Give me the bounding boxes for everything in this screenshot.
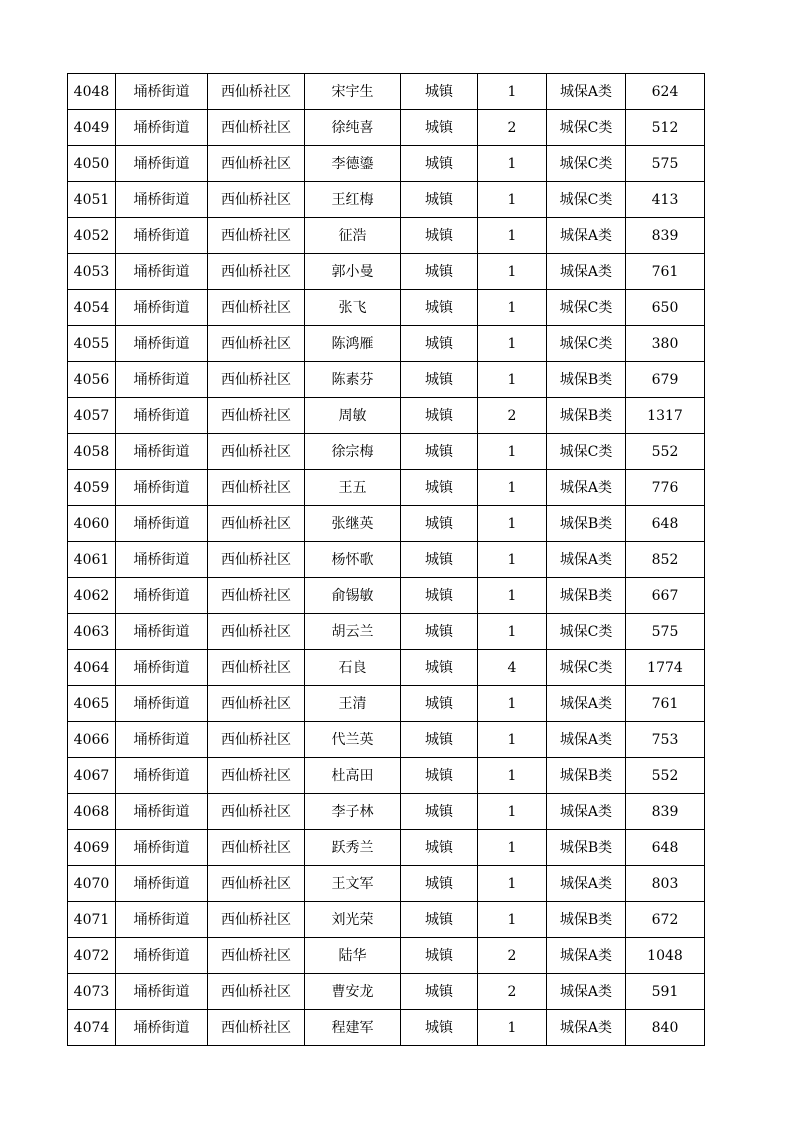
- cell-community: 西仙桥社区: [208, 254, 305, 290]
- cell-community: 西仙桥社区: [208, 398, 305, 434]
- cell-street: 埇桥街道: [116, 902, 208, 938]
- cell-community: 西仙桥社区: [208, 74, 305, 110]
- cell-household-count: 1: [478, 74, 547, 110]
- cell-amount: 380: [626, 326, 705, 362]
- cell-community: 西仙桥社区: [208, 1010, 305, 1046]
- cell-amount: 648: [626, 830, 705, 866]
- cell-street: 埇桥街道: [116, 254, 208, 290]
- cell-category: 城保B类: [547, 758, 626, 794]
- cell-area-type: 城镇: [401, 650, 478, 686]
- cell-category: 城保A类: [547, 866, 626, 902]
- table-row: [68, 902, 705, 938]
- cell-name: 代兰英: [305, 722, 401, 758]
- cell-household-count: 1: [478, 866, 547, 902]
- cell-street: 埇桥街道: [116, 650, 208, 686]
- cell-area-type: 城镇: [401, 578, 478, 614]
- cell-community: 西仙桥社区: [208, 434, 305, 470]
- cell-amount: 776: [626, 470, 705, 506]
- table-row: [68, 1010, 705, 1046]
- cell-community: 西仙桥社区: [208, 506, 305, 542]
- table-row: [68, 686, 705, 722]
- cell-name: 张飞: [305, 290, 401, 326]
- cell-record-id: 4058: [68, 434, 116, 470]
- cell-street: 埇桥街道: [116, 974, 208, 1010]
- cell-area-type: 城镇: [401, 326, 478, 362]
- cell-street: 埇桥街道: [116, 146, 208, 182]
- cell-name: 程建军: [305, 1010, 401, 1046]
- roster-table: [67, 73, 705, 1046]
- cell-category: 城保A类: [547, 542, 626, 578]
- table-row: [68, 722, 705, 758]
- cell-household-count: 1: [478, 290, 547, 326]
- table-row: [68, 434, 705, 470]
- table-row: [68, 758, 705, 794]
- table-row: [68, 398, 705, 434]
- cell-record-id: 4054: [68, 290, 116, 326]
- cell-area-type: 城镇: [401, 902, 478, 938]
- cell-record-id: 4073: [68, 974, 116, 1010]
- cell-amount: 803: [626, 866, 705, 902]
- cell-area-type: 城镇: [401, 938, 478, 974]
- cell-record-id: 4064: [68, 650, 116, 686]
- cell-amount: 512: [626, 110, 705, 146]
- cell-area-type: 城镇: [401, 830, 478, 866]
- cell-street: 埇桥街道: [116, 938, 208, 974]
- cell-category: 城保C类: [547, 434, 626, 470]
- cell-amount: 413: [626, 182, 705, 218]
- cell-amount: 575: [626, 146, 705, 182]
- cell-category: 城保C类: [547, 326, 626, 362]
- cell-record-id: 4051: [68, 182, 116, 218]
- cell-record-id: 4074: [68, 1010, 116, 1046]
- cell-record-id: 4067: [68, 758, 116, 794]
- cell-area-type: 城镇: [401, 398, 478, 434]
- table-row: [68, 182, 705, 218]
- cell-community: 西仙桥社区: [208, 830, 305, 866]
- cell-household-count: 2: [478, 110, 547, 146]
- cell-name: 张继英: [305, 506, 401, 542]
- cell-community: 西仙桥社区: [208, 614, 305, 650]
- cell-category: 城保C类: [547, 614, 626, 650]
- cell-record-id: 4068: [68, 794, 116, 830]
- cell-amount: 679: [626, 362, 705, 398]
- cell-street: 埇桥街道: [116, 362, 208, 398]
- cell-amount: 839: [626, 794, 705, 830]
- cell-area-type: 城镇: [401, 758, 478, 794]
- cell-record-id: 4071: [68, 902, 116, 938]
- cell-record-id: 4055: [68, 326, 116, 362]
- cell-area-type: 城镇: [401, 290, 478, 326]
- cell-area-type: 城镇: [401, 1010, 478, 1046]
- cell-category: 城保B类: [547, 830, 626, 866]
- cell-street: 埇桥街道: [116, 434, 208, 470]
- cell-category: 城保A类: [547, 794, 626, 830]
- cell-community: 西仙桥社区: [208, 146, 305, 182]
- cell-household-count: 1: [478, 470, 547, 506]
- cell-household-count: 1: [478, 902, 547, 938]
- table-row: [68, 974, 705, 1010]
- cell-area-type: 城镇: [401, 182, 478, 218]
- cell-community: 西仙桥社区: [208, 218, 305, 254]
- cell-record-id: 4049: [68, 110, 116, 146]
- cell-name: 王清: [305, 686, 401, 722]
- cell-community: 西仙桥社区: [208, 326, 305, 362]
- cell-household-count: 1: [478, 218, 547, 254]
- cell-amount: 1048: [626, 938, 705, 974]
- table-row: [68, 650, 705, 686]
- cell-community: 西仙桥社区: [208, 470, 305, 506]
- cell-name: 周敏: [305, 398, 401, 434]
- cell-category: 城保A类: [547, 74, 626, 110]
- cell-street: 埇桥街道: [116, 722, 208, 758]
- cell-area-type: 城镇: [401, 866, 478, 902]
- table-row: [68, 866, 705, 902]
- cell-street: 埇桥街道: [116, 74, 208, 110]
- cell-record-id: 4053: [68, 254, 116, 290]
- cell-amount: 1774: [626, 650, 705, 686]
- cell-record-id: 4063: [68, 614, 116, 650]
- cell-household-count: 1: [478, 542, 547, 578]
- cell-area-type: 城镇: [401, 146, 478, 182]
- cell-area-type: 城镇: [401, 74, 478, 110]
- cell-amount: 672: [626, 902, 705, 938]
- cell-community: 西仙桥社区: [208, 650, 305, 686]
- cell-name: 郭小曼: [305, 254, 401, 290]
- cell-household-count: 1: [478, 434, 547, 470]
- cell-household-count: 2: [478, 398, 547, 434]
- cell-street: 埇桥街道: [116, 182, 208, 218]
- cell-category: 城保A类: [547, 974, 626, 1010]
- table-row: [68, 146, 705, 182]
- cell-street: 埇桥街道: [116, 290, 208, 326]
- cell-amount: 624: [626, 74, 705, 110]
- cell-name: 王五: [305, 470, 401, 506]
- table-row: [68, 614, 705, 650]
- cell-record-id: 4060: [68, 506, 116, 542]
- cell-household-count: 1: [478, 830, 547, 866]
- cell-name: 杨怀歌: [305, 542, 401, 578]
- cell-household-count: 1: [478, 794, 547, 830]
- cell-street: 埇桥街道: [116, 470, 208, 506]
- cell-area-type: 城镇: [401, 974, 478, 1010]
- cell-household-count: 2: [478, 938, 547, 974]
- table-row: [68, 326, 705, 362]
- cell-street: 埇桥街道: [116, 326, 208, 362]
- cell-amount: 852: [626, 542, 705, 578]
- cell-name: 胡云兰: [305, 614, 401, 650]
- cell-area-type: 城镇: [401, 722, 478, 758]
- cell-record-id: 4061: [68, 542, 116, 578]
- cell-category: 城保C类: [547, 650, 626, 686]
- cell-name: 曹安龙: [305, 974, 401, 1010]
- cell-record-id: 4052: [68, 218, 116, 254]
- cell-name: 俞锡敏: [305, 578, 401, 614]
- cell-community: 西仙桥社区: [208, 794, 305, 830]
- table-row: [68, 938, 705, 974]
- cell-area-type: 城镇: [401, 470, 478, 506]
- cell-record-id: 4065: [68, 686, 116, 722]
- cell-household-count: 1: [478, 146, 547, 182]
- cell-name: 陈素芬: [305, 362, 401, 398]
- cell-amount: 840: [626, 1010, 705, 1046]
- cell-amount: 1317: [626, 398, 705, 434]
- cell-amount: 552: [626, 434, 705, 470]
- cell-household-count: 1: [478, 326, 547, 362]
- cell-name: 徐纯喜: [305, 110, 401, 146]
- cell-category: 城保A类: [547, 254, 626, 290]
- cell-household-count: 4: [478, 650, 547, 686]
- cell-category: 城保B类: [547, 506, 626, 542]
- cell-record-id: 4062: [68, 578, 116, 614]
- table-row: [68, 362, 705, 398]
- cell-amount: 575: [626, 614, 705, 650]
- cell-community: 西仙桥社区: [208, 290, 305, 326]
- cell-name: 陈鸿雁: [305, 326, 401, 362]
- cell-category: 城保B类: [547, 398, 626, 434]
- cell-community: 西仙桥社区: [208, 902, 305, 938]
- cell-amount: 839: [626, 218, 705, 254]
- cell-category: 城保A类: [547, 686, 626, 722]
- cell-amount: 753: [626, 722, 705, 758]
- cell-community: 西仙桥社区: [208, 938, 305, 974]
- table-row: [68, 254, 705, 290]
- table-row: [68, 470, 705, 506]
- cell-amount: 650: [626, 290, 705, 326]
- cell-community: 西仙桥社区: [208, 866, 305, 902]
- cell-household-count: 1: [478, 722, 547, 758]
- table-row: [68, 542, 705, 578]
- cell-record-id: 4048: [68, 74, 116, 110]
- cell-area-type: 城镇: [401, 614, 478, 650]
- cell-category: 城保C类: [547, 110, 626, 146]
- cell-record-id: 4069: [68, 830, 116, 866]
- cell-community: 西仙桥社区: [208, 578, 305, 614]
- cell-category: 城保A类: [547, 218, 626, 254]
- cell-street: 埇桥街道: [116, 866, 208, 902]
- cell-name: 陆华: [305, 938, 401, 974]
- cell-street: 埇桥街道: [116, 1010, 208, 1046]
- roster-table-body: [68, 74, 705, 1046]
- cell-name: 刘光荣: [305, 902, 401, 938]
- cell-community: 西仙桥社区: [208, 722, 305, 758]
- table-row: [68, 794, 705, 830]
- cell-name: 王红梅: [305, 182, 401, 218]
- cell-record-id: 4072: [68, 938, 116, 974]
- cell-record-id: 4066: [68, 722, 116, 758]
- cell-street: 埇桥街道: [116, 686, 208, 722]
- cell-category: 城保A类: [547, 938, 626, 974]
- cell-category: 城保C类: [547, 290, 626, 326]
- cell-category: 城保C类: [547, 182, 626, 218]
- cell-area-type: 城镇: [401, 506, 478, 542]
- table-row: [68, 578, 705, 614]
- cell-record-id: 4057: [68, 398, 116, 434]
- cell-community: 西仙桥社区: [208, 542, 305, 578]
- cell-area-type: 城镇: [401, 110, 478, 146]
- cell-household-count: 1: [478, 758, 547, 794]
- cell-record-id: 4050: [68, 146, 116, 182]
- cell-household-count: 1: [478, 362, 547, 398]
- cell-amount: 552: [626, 758, 705, 794]
- cell-area-type: 城镇: [401, 794, 478, 830]
- cell-record-id: 4056: [68, 362, 116, 398]
- cell-area-type: 城镇: [401, 434, 478, 470]
- cell-household-count: 1: [478, 254, 547, 290]
- table-row: [68, 830, 705, 866]
- cell-name: 跃秀兰: [305, 830, 401, 866]
- cell-household-count: 2: [478, 974, 547, 1010]
- cell-category: 城保C类: [547, 146, 626, 182]
- cell-street: 埇桥街道: [116, 110, 208, 146]
- cell-amount: 591: [626, 974, 705, 1010]
- cell-name: 徐宗梅: [305, 434, 401, 470]
- cell-community: 西仙桥社区: [208, 362, 305, 398]
- cell-name: 宋宇生: [305, 74, 401, 110]
- cell-name: 王文军: [305, 866, 401, 902]
- cell-street: 埇桥街道: [116, 830, 208, 866]
- cell-category: 城保B类: [547, 902, 626, 938]
- cell-category: 城保B类: [547, 578, 626, 614]
- cell-category: 城保A类: [547, 470, 626, 506]
- cell-street: 埇桥街道: [116, 542, 208, 578]
- cell-category: 城保B类: [547, 362, 626, 398]
- cell-street: 埇桥街道: [116, 506, 208, 542]
- cell-category: 城保A类: [547, 722, 626, 758]
- cell-area-type: 城镇: [401, 362, 478, 398]
- cell-area-type: 城镇: [401, 686, 478, 722]
- cell-name: 石良: [305, 650, 401, 686]
- cell-street: 埇桥街道: [116, 758, 208, 794]
- cell-household-count: 1: [478, 506, 547, 542]
- cell-name: 杜高田: [305, 758, 401, 794]
- cell-household-count: 1: [478, 578, 547, 614]
- cell-community: 西仙桥社区: [208, 974, 305, 1010]
- cell-area-type: 城镇: [401, 542, 478, 578]
- cell-area-type: 城镇: [401, 254, 478, 290]
- table-row: [68, 506, 705, 542]
- cell-community: 西仙桥社区: [208, 110, 305, 146]
- cell-street: 埇桥街道: [116, 398, 208, 434]
- cell-community: 西仙桥社区: [208, 758, 305, 794]
- cell-name: 李子林: [305, 794, 401, 830]
- cell-amount: 648: [626, 506, 705, 542]
- cell-record-id: 4059: [68, 470, 116, 506]
- cell-amount: 761: [626, 686, 705, 722]
- table-row: [68, 110, 705, 146]
- table-row: [68, 74, 705, 110]
- table-row: [68, 218, 705, 254]
- cell-street: 埇桥街道: [116, 578, 208, 614]
- cell-street: 埇桥街道: [116, 614, 208, 650]
- cell-street: 埇桥街道: [116, 794, 208, 830]
- cell-community: 西仙桥社区: [208, 182, 305, 218]
- cell-community: 西仙桥社区: [208, 686, 305, 722]
- cell-name: 征浩: [305, 218, 401, 254]
- cell-category: 城保A类: [547, 1010, 626, 1046]
- cell-household-count: 1: [478, 182, 547, 218]
- cell-name: 李德鎏: [305, 146, 401, 182]
- cell-amount: 667: [626, 578, 705, 614]
- cell-amount: 761: [626, 254, 705, 290]
- cell-household-count: 1: [478, 614, 547, 650]
- cell-household-count: 1: [478, 1010, 547, 1046]
- table-row: [68, 290, 705, 326]
- cell-area-type: 城镇: [401, 218, 478, 254]
- cell-household-count: 1: [478, 686, 547, 722]
- cell-street: 埇桥街道: [116, 218, 208, 254]
- cell-record-id: 4070: [68, 866, 116, 902]
